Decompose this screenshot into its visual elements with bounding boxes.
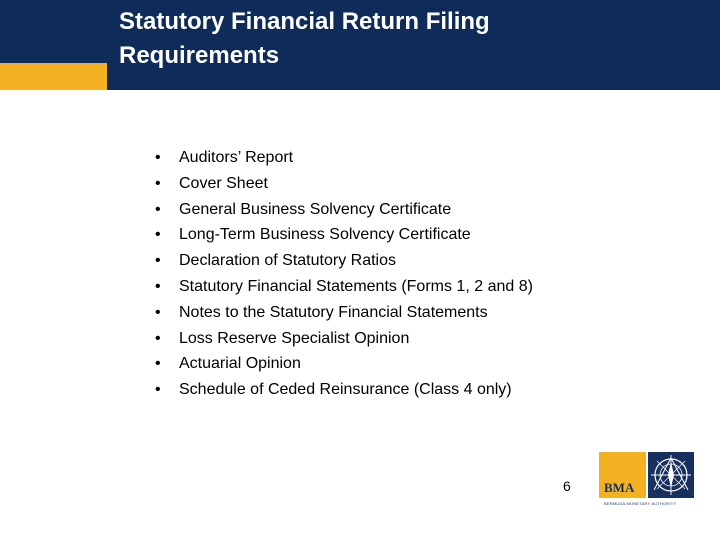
title-accent-bar — [0, 63, 107, 90]
requirement-text: Statutory Financial Statements (Forms 1, 2 and 8) — [179, 277, 533, 295]
bullet-icon: • — [155, 381, 161, 399]
requirement-text: Actuarial Opinion — [179, 355, 301, 373]
bma-logo — [599, 452, 701, 510]
requirement-text: Loss Reserve Specialist Opinion — [179, 329, 410, 347]
slide-title — [119, 5, 679, 73]
requirement-text: Auditors’ Report — [179, 149, 294, 166]
logo-gold-box — [599, 452, 646, 498]
bullet-icon: • — [155, 200, 161, 218]
title-bar — [0, 0, 720, 90]
requirement-text: General Business Solvency Certificate — [179, 200, 452, 218]
compass-rose-icon — [648, 452, 694, 498]
bullet-icon: • — [155, 149, 161, 166]
requirement-text: Cover Sheet — [179, 174, 268, 192]
bullet-icon: • — [155, 226, 161, 244]
logo-emblem-icon — [648, 452, 694, 498]
slide-title-line-2: Requirements — [119, 42, 280, 69]
bullet-icon: • — [155, 174, 161, 192]
bullet-icon: • — [155, 329, 161, 347]
requirement-text: Notes to the Statutory Financial Statements — [179, 303, 488, 321]
slide-title-line-1: Statutory Financial Return Filing — [119, 8, 490, 35]
page-number: 6 — [563, 478, 571, 494]
bullet-icon: • — [155, 252, 161, 270]
requirement-text: Declaration of Statutory Ratios — [179, 252, 396, 270]
bullet-icon: • — [155, 303, 161, 321]
logo-text: BMA — [604, 480, 635, 495]
requirement-text: Long-Term Business Solvency Certificate — [179, 226, 471, 244]
logo-tagline: BERMUDA MONETARY AUTHORITY — [604, 501, 677, 506]
requirement-text: Schedule of Ceded Reinsurance (Class 4 only) — [179, 381, 512, 399]
bullet-icon: • — [155, 355, 161, 373]
bullet-icon: • — [155, 277, 161, 295]
